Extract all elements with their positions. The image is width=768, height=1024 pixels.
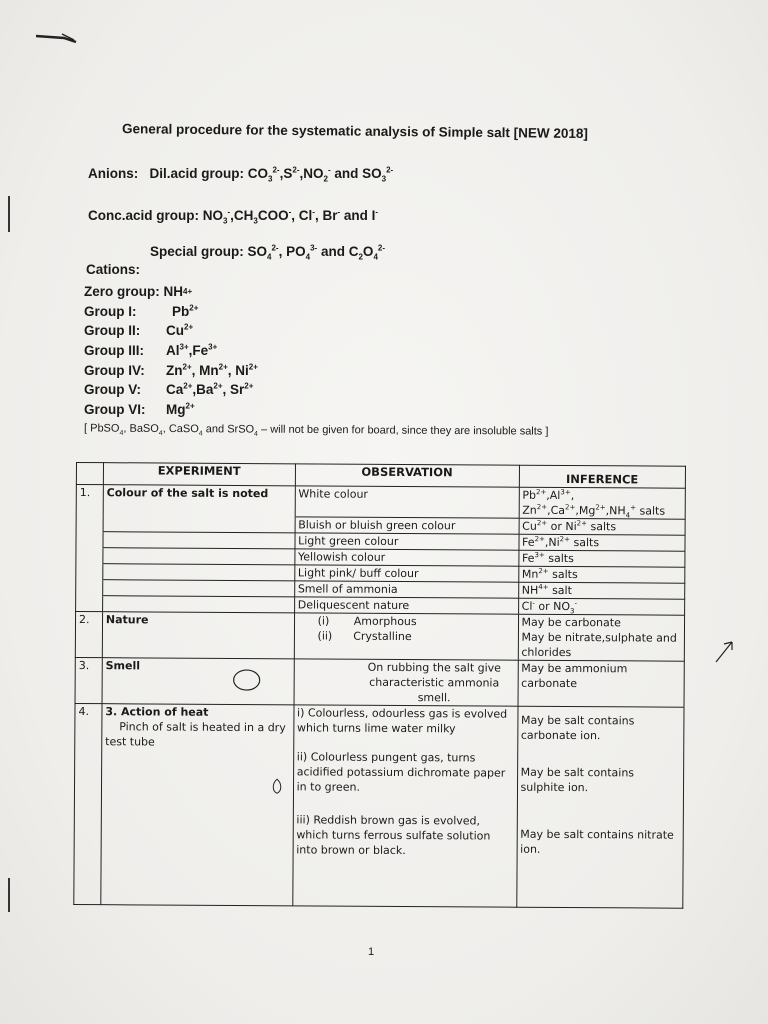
header-inference: INFERENCE xyxy=(519,465,686,488)
group-label: Group III: xyxy=(84,343,144,359)
special-group-line: Special group: $SO_4^{2-}$, $PO_4^{3-}$ and $C_2O_4^{2-}$ xyxy=(150,243,386,262)
zero-group-row: Zero group: NH 4 + xyxy=(84,284,193,300)
group-label: Group VI: xyxy=(84,401,146,417)
experiment-title: 3. Action of heat xyxy=(105,705,209,719)
inference-cell: $NH^{4+}$ salt xyxy=(518,582,685,599)
page-number: 1 xyxy=(368,946,375,958)
cations-label: Cations: xyxy=(86,262,140,277)
empty-cell xyxy=(103,580,295,597)
anions-line: Anions: Dil.acid group: $CO_3^{2-},S^{2-},NO_2^-$ and $SO_3^{2-}$ xyxy=(88,165,394,184)
observation-cell: White colour xyxy=(295,486,519,518)
page-title: General procedure for the systematic analysis of Simple salt [NEW 2018] xyxy=(121,121,588,142)
experiment-cell: Colour of the salt is noted xyxy=(103,485,295,517)
inference-cell: $Cu^{2+}$ or $Ni^{2+}$ salts xyxy=(519,518,686,535)
observation-cell xyxy=(294,613,518,660)
empty-cell xyxy=(102,596,294,613)
experiment-desc: Pinch of salt is heated in a dry test tube xyxy=(105,720,286,749)
inference-cell: $Fe^{2+},Ni^{2+}$ salts xyxy=(519,534,686,551)
inference-cell xyxy=(516,706,684,908)
note-text: – will not be given for board, since they are insoluble salts ] xyxy=(261,423,549,438)
inference-text: May be carbonate xyxy=(521,615,621,630)
pen-arrow-icon xyxy=(712,636,738,666)
empty-cell xyxy=(76,532,103,548)
table-row xyxy=(74,703,684,908)
inference-text: May be salt contains carbonate ion. xyxy=(520,713,635,743)
anions-label: Anions: xyxy=(88,166,139,181)
experiment-cell xyxy=(101,704,294,906)
empty-cell xyxy=(76,580,103,596)
inference-text: May be nitrate,sulphate and chlorides xyxy=(521,630,677,660)
edge-mark xyxy=(8,196,10,232)
special-group-label: Special group: xyxy=(150,244,244,259)
group-row: Group III: $Al^{3+},Fe^{3+}$ xyxy=(84,342,218,359)
observation-cell: Light green colour xyxy=(295,533,519,550)
group-row: Group IV: $Zn^{2+}$, $Mn^{2+}$, $Ni^{2+}$ xyxy=(84,362,258,378)
empty-cell xyxy=(103,548,295,565)
insoluble-salts-note: [ PbSO$_4$, BaSO$_4$, CaSO$_4$ and SrSO$_4$ – will not be given for board, since they are insoluble salts ] xyxy=(83,422,549,438)
experiment-text: Smell xyxy=(105,659,141,673)
inference-text: May be salt contains nitrate ion. xyxy=(520,827,674,856)
header-experiment: EXPERIMENT xyxy=(103,463,295,486)
group-row: Group V: $Ca^{2+},Ba^{2+}$, $Sr^{2+}$ xyxy=(84,381,254,398)
group-label: Group V: xyxy=(84,382,141,398)
group-row: Group II: $Cu^{2+}$ xyxy=(84,322,194,339)
observation-cell: Bluish or bluish green colour xyxy=(295,517,519,534)
row-number: 1. xyxy=(76,485,103,516)
observation-text: iii) Reddish brown gas is evolved, which turns ferrous sulfate solution into brown or black. xyxy=(296,813,491,858)
pen-mark-icon xyxy=(270,777,284,795)
empty-cell xyxy=(76,548,103,564)
obs-index: (i) xyxy=(317,614,330,628)
table-row xyxy=(75,612,684,662)
dil-acid-label: Dil.acid group: xyxy=(149,166,245,181)
obs-index: (ii) xyxy=(317,629,333,643)
empty-cell xyxy=(103,564,295,581)
edge-mark xyxy=(8,878,10,912)
header-cell xyxy=(76,463,103,485)
analysis-table xyxy=(73,462,686,909)
observation-cell: Smell of ammonia xyxy=(294,581,518,598)
row-number: 3. xyxy=(75,657,102,703)
group-label: Group IV: xyxy=(84,362,145,378)
cation-groups xyxy=(84,282,258,419)
inference-cell: May be ammonium carbonate xyxy=(518,660,685,707)
observation-cell: Light pink/ buff colour xyxy=(294,565,518,582)
zero-group-label: Zero group: xyxy=(84,284,160,300)
conc-acid-label: Conc.acid group: xyxy=(88,208,199,223)
observation-text: i) Colourless, odourless gas is evolved which turns lime water milky xyxy=(296,706,508,736)
observation-cell: Deliquescent nature xyxy=(294,597,518,614)
empty-cell xyxy=(76,516,103,532)
row-number: 2. xyxy=(75,612,102,658)
conc-acid-line: Conc.acid group: $NO_3^-,CH_3COO^-$, Cl-, Br- and I- xyxy=(88,207,379,226)
obs-text: Crystalline xyxy=(353,629,412,644)
group-row: Group I: $Pb^{2+}$ xyxy=(84,303,199,319)
observation-cell: Yellowish colour xyxy=(294,549,518,566)
inference-cell: Cl- or $NO_3^-$ xyxy=(518,598,685,615)
table-row xyxy=(76,485,685,520)
group-row: Group VI: $Mg^{2+}$ xyxy=(84,401,195,417)
inference-cell: $Mn^{2+}$ salts xyxy=(518,566,685,583)
empty-cell xyxy=(103,516,295,533)
inference-cell xyxy=(518,614,685,661)
empty-cell xyxy=(76,596,103,612)
inference-text: May be salt contains sulphite ion. xyxy=(520,765,635,795)
pen-circle-icon xyxy=(230,667,262,693)
observation-cell: On rubbing the salt give characteristic ammonia smell. xyxy=(294,659,518,706)
inference-cell: $Fe^{3+}$ salts xyxy=(518,550,685,567)
pen-mark-icon xyxy=(34,28,78,46)
experiment-cell: Nature xyxy=(102,612,294,659)
empty-cell xyxy=(103,532,295,549)
table-row xyxy=(75,657,684,707)
inference-suffix: salts xyxy=(639,504,666,518)
obs-text: Amorphous xyxy=(353,614,417,629)
observation-cell xyxy=(292,705,517,907)
row-number: 4. xyxy=(74,703,102,904)
observation-text: ii) Colourless pungent gas, turns acidified potassium dichromate paper in to green. xyxy=(296,750,506,794)
group-label: Group I: xyxy=(84,303,137,319)
group-label: Group II: xyxy=(84,323,141,339)
empty-cell xyxy=(76,564,103,580)
header-observation: OBSERVATION xyxy=(295,464,519,487)
inference-cell: $Pb^{2+},Al^{3+}$, $Zn^{2+},Ca^{2+},Mg^{2+},NH_4^+$ salts xyxy=(519,487,686,519)
experiment-cell xyxy=(102,658,294,705)
